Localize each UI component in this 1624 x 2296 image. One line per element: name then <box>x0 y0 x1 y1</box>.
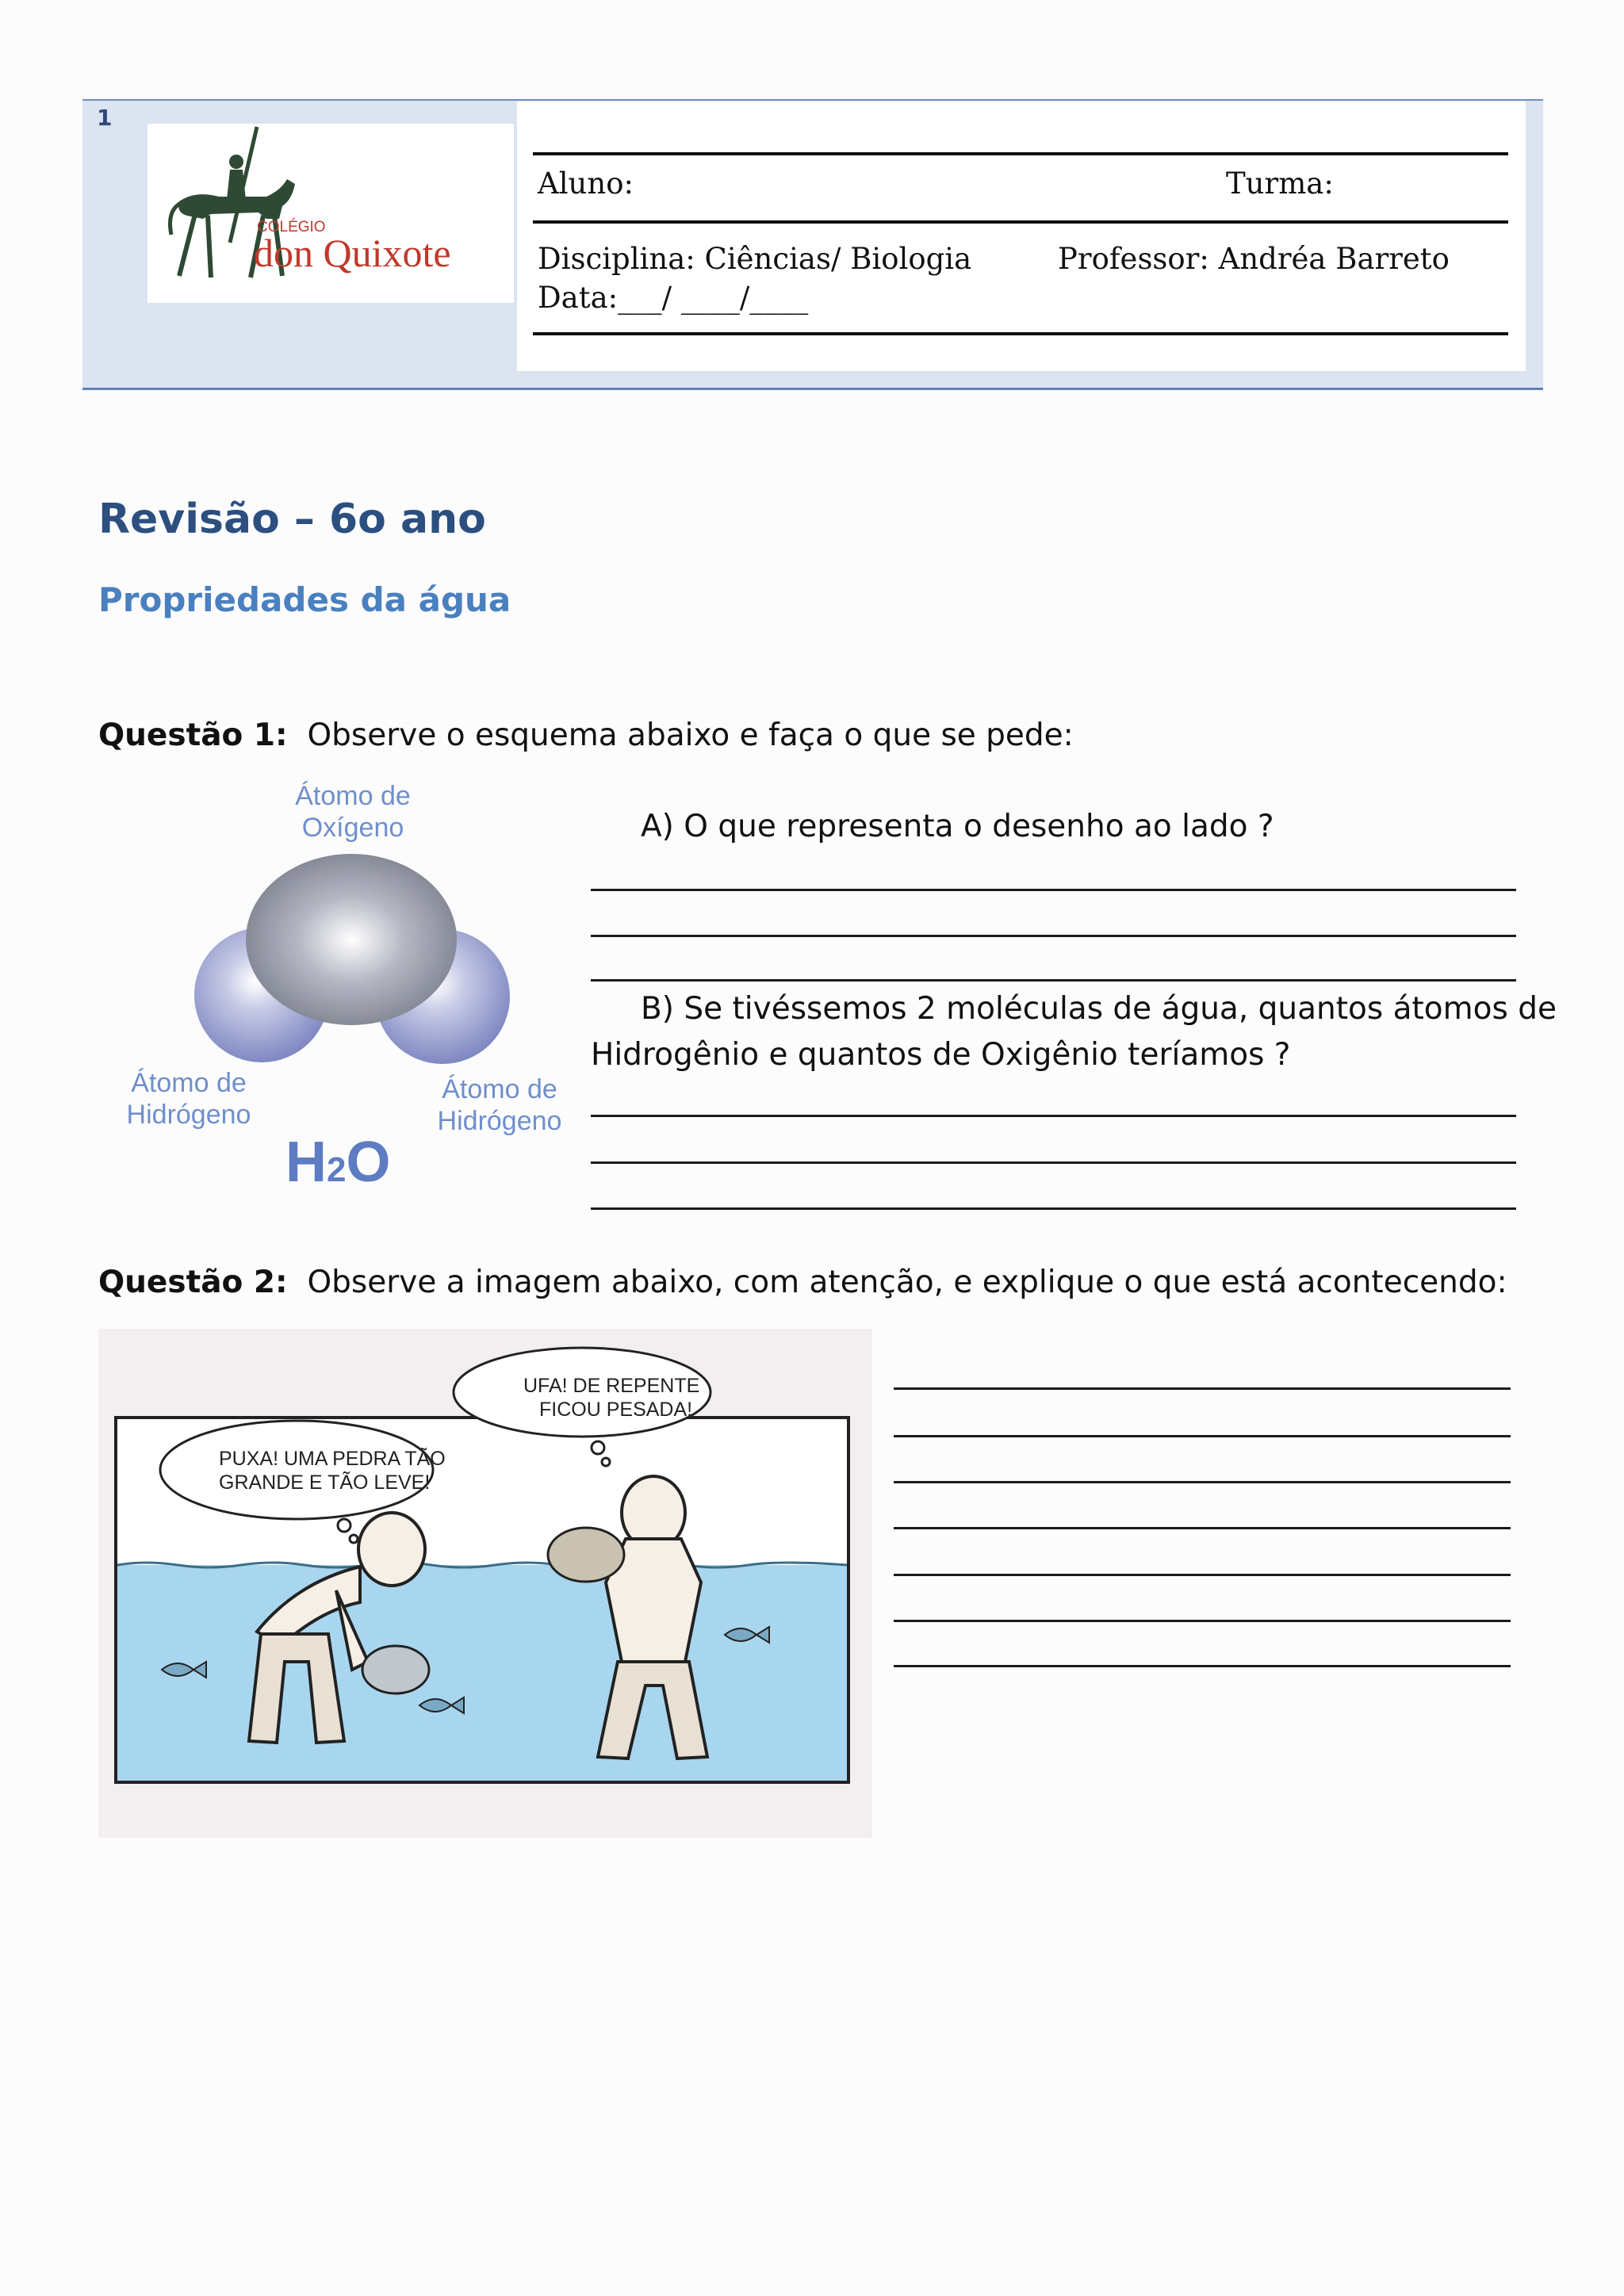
answer-line[interactable] <box>894 1620 1511 1622</box>
turma-field-label: Turma: <box>1226 166 1334 201</box>
form-divider <box>533 220 1508 224</box>
hydrogen-left-label-line2: Hidrógeno <box>126 1100 251 1130</box>
bubble-left-line2: GRANDE E TÃO LEVE! <box>219 1471 431 1494</box>
hydrogen-right-label-line1: Átomo de <box>442 1074 557 1104</box>
answer-line[interactable] <box>591 935 1516 937</box>
question-2-text: Observe a imagem abaixo, com atenção, e explique o que está acontecendo: <box>307 1265 1507 1300</box>
hydrogen-right-label-line2: Hidrógeno <box>437 1106 562 1136</box>
answer-line[interactable] <box>894 1574 1511 1576</box>
h2o-formula <box>285 1131 391 1193</box>
h2o-molecule-icon <box>111 781 579 1193</box>
question-1-label: Questão 1: <box>98 718 288 753</box>
comic-illustration <box>98 1329 872 1838</box>
answer-line[interactable] <box>591 1161 1516 1164</box>
professor-text: Professor: Andréa Barreto <box>1058 242 1450 276</box>
bubble-right-line2: FICOU PESADA! <box>539 1399 693 1421</box>
oxygen-label-line1: Átomo de <box>295 781 411 811</box>
answer-line[interactable] <box>591 979 1516 982</box>
school-logo <box>147 124 514 303</box>
comic-image <box>98 1329 872 1838</box>
answer-line[interactable] <box>894 1527 1511 1529</box>
date-field: Data:___/ ____/____ <box>538 281 809 315</box>
oxygen-label-line2: Oxígeno <box>301 813 404 843</box>
question-1-prompt <box>98 718 1074 753</box>
question-1b-line1: B) Se tivéssemos 2 moléculas de água, quantos átomos de <box>641 991 1557 1027</box>
hydrogen-left-label-line1: Átomo de <box>131 1068 247 1098</box>
formula-o: O <box>346 1131 391 1193</box>
page-number: 1 <box>97 105 113 131</box>
logo-prefix: COLÉGIO <box>257 219 326 235</box>
page-subtitle: Propriedades da água <box>98 580 511 619</box>
page-title: Revisão – 6o ano <box>98 496 486 543</box>
rock-underwater-icon <box>362 1646 429 1693</box>
water-area <box>117 1565 847 1781</box>
question-1-text: Observe o esquema abaixo e faça o que se pede: <box>307 718 1074 753</box>
answer-line[interactable] <box>894 1665 1511 1667</box>
question-2-label: Questão 2: <box>98 1265 288 1300</box>
answer-line[interactable] <box>894 1435 1511 1437</box>
logo-name: don Quixote <box>254 231 451 275</box>
formula-subscript-2: 2 <box>327 1150 347 1189</box>
answer-line[interactable] <box>894 1387 1511 1390</box>
formula-h: H <box>285 1131 327 1193</box>
rock-held-icon <box>548 1528 624 1582</box>
answer-line[interactable] <box>591 889 1516 891</box>
question-1a: A) O que representa o desenho ao lado ? <box>641 809 1274 844</box>
disciplina-text: Disciplina: Ciências/ Biologia <box>538 242 972 276</box>
speech-bubble-left <box>160 1421 433 1519</box>
answer-line[interactable] <box>591 1207 1516 1210</box>
answer-line[interactable] <box>894 1481 1511 1483</box>
student-form <box>517 101 1526 371</box>
form-divider <box>533 332 1508 335</box>
oxygen-atom <box>246 854 457 1025</box>
question-2-prompt <box>98 1265 1507 1300</box>
bubble-left-line1: PUXA! UMA PEDRA TÃO <box>219 1448 446 1470</box>
aluno-field-label: Aluno: <box>538 166 634 201</box>
answer-line[interactable] <box>591 1115 1516 1117</box>
water-molecule-diagram <box>111 781 579 1193</box>
question-1b-line2: Hidrogênio e quantos de Oxigênio teríamos ? <box>591 1037 1291 1073</box>
bubble-right-line1: UFA! DE REPENTE <box>523 1375 700 1397</box>
don-quixote-rider-icon <box>147 124 514 303</box>
form-divider <box>533 152 1508 155</box>
